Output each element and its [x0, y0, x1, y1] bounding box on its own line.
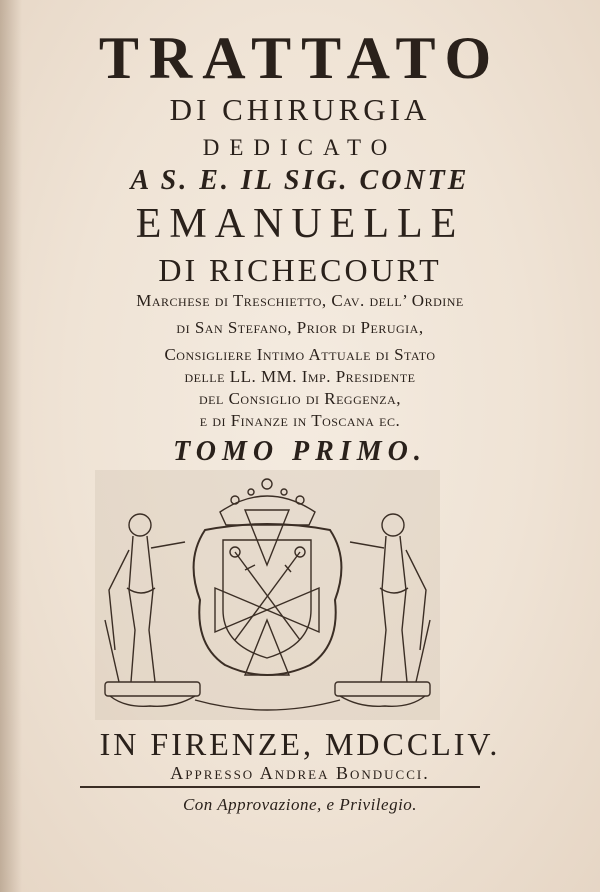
honorific-line: Consigliere Intimo Attuale di Stato: [164, 345, 436, 364]
honorific-line: di San Stefano, Prior di Perugia,: [176, 318, 424, 337]
book-title: TRATTATO: [98, 25, 502, 91]
honorific-line: Marchese di Treschietto, Cav. dell’ Ordine: [136, 291, 464, 310]
dedicatee-family-name: DI RICHECOURT: [158, 252, 442, 288]
honorific-line: e di Finanze in Toscana ec.: [199, 411, 401, 430]
coat-of-arms-icon: [95, 470, 440, 720]
addressee-line: A S. E. IL SIG. CONTE: [130, 165, 470, 196]
book-subtitle: DI CHIRURGIA: [169, 92, 431, 127]
dedicatee-first-name: EMANUELLE: [135, 201, 465, 247]
honorific-line: del Consiglio di Reggenza,: [199, 389, 401, 408]
honorific-line: delle LL. MM. Imp. Presidente: [184, 367, 416, 386]
imprint-place-date: IN FIRENZE, MDCCLIV.: [99, 726, 501, 762]
privilege-line: Con Approvazione, e Privilegio.: [182, 795, 418, 814]
divider-rule: [80, 786, 480, 788]
volume-label: TOMO PRIMO.: [173, 436, 427, 467]
printer-line: Appreſſo Andrea Bonducci.: [170, 763, 430, 783]
dedication-word: DEDICATO: [202, 135, 398, 160]
